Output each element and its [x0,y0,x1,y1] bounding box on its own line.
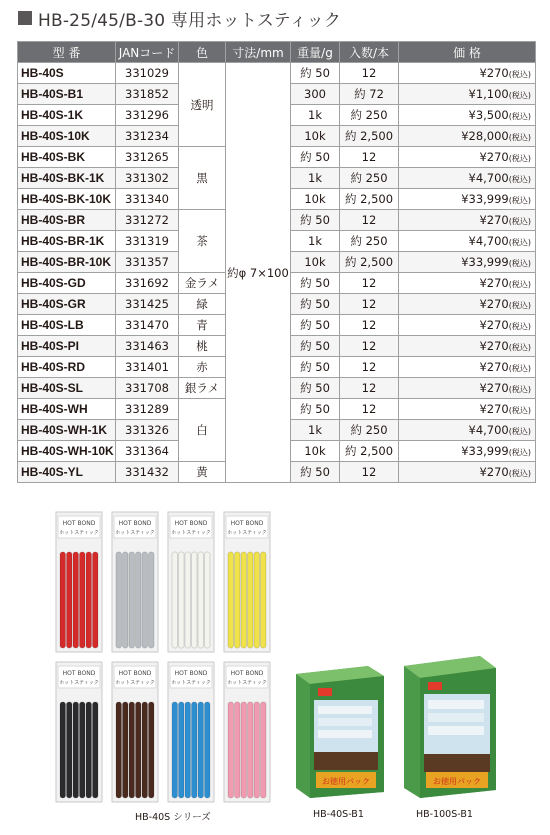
jan-cell: 331357 [116,252,179,273]
tax-label: (税込) [508,385,531,394]
product-photo-packs [50,508,280,808]
model-cell: HB-40S-BR-10K [18,252,116,273]
qty-cell: 12 [340,315,399,336]
glue-stick [60,552,66,648]
price-value: ¥33,999 [461,255,509,269]
price-cell [399,147,536,168]
header-price: 価 格 [399,42,536,63]
header-model: 型 番 [18,42,116,63]
jan-cell: 331852 [116,84,179,105]
price-cell [399,105,536,126]
glue-stick [116,702,122,798]
header-weight: 重量/g [291,42,340,63]
qty-cell: 12 [340,378,399,399]
glue-stick [228,552,234,648]
glue-stick [235,552,241,648]
jan-cell: 331708 [116,378,179,399]
price-cell [399,126,536,147]
tax-label: (税込) [508,154,531,163]
weight-cell: 1k [291,168,340,189]
price-cell [399,378,536,399]
price-value: ¥4,700 [468,234,509,248]
pack-name-text: ホットスティック [171,530,211,536]
weight-cell: 約 50 [291,378,340,399]
color-cell: 透明 [179,63,226,147]
glue-stick [136,552,142,648]
spec-table [17,41,536,483]
price-value: ¥270 [479,297,509,311]
model-cell: HB-40S-SL [18,378,116,399]
tax-label: (税込) [508,343,531,352]
price-cell [399,210,536,231]
qty-cell: 12 [340,357,399,378]
glue-stick [60,702,66,798]
glue-stick [205,702,211,798]
price-value: ¥28,000 [461,129,509,143]
jan-cell: 331364 [116,441,179,462]
tax-label: (税込) [508,280,531,289]
jan-cell: 331289 [116,399,179,420]
price-cell [399,315,536,336]
pack-name-text: ホットスティック [59,530,99,536]
price-cell [399,357,536,378]
glue-stick [235,702,241,798]
glue-stick [198,552,204,648]
jan-cell: 331302 [116,168,179,189]
glue-stick [123,552,129,648]
jan-cell: 331319 [116,231,179,252]
qty-cell: 12 [340,294,399,315]
header-size: 寸法/mm [226,42,291,63]
caption-hb100s-b1: HB-100S-B1 [416,809,473,820]
weight-cell: 10k [291,126,340,147]
price-value: ¥270 [479,150,509,164]
glue-stick-pack [224,512,270,652]
tax-label: (税込) [508,469,531,478]
glue-stick [241,552,247,648]
qty-cell: 約 250 [340,105,399,126]
qty-cell: 約 2,500 [340,126,399,147]
glue-stick [261,552,267,648]
glue-stick [149,552,155,648]
tax-label: (税込) [508,364,531,373]
glue-stick-pack [168,512,214,652]
glue-stick [241,702,247,798]
price-value: ¥33,999 [461,444,509,458]
price-cell [399,420,536,441]
glue-stick [129,702,135,798]
glue-stick [198,702,204,798]
price-cell [399,399,536,420]
header-qty: 入数/本 [340,42,399,63]
table-row [18,63,536,84]
tax-label: (税込) [508,91,531,100]
price-value: ¥270 [479,402,509,416]
weight-cell: 1k [291,231,340,252]
glue-stick [185,552,191,648]
price-cell [399,336,536,357]
glue-stick [179,702,185,798]
glue-stick [192,552,198,648]
tax-label: (税込) [508,259,531,268]
title-bullet [18,11,32,25]
pack-brand-text: HOT BOND [118,670,152,677]
glue-stick [142,702,148,798]
page-title: HB-25/45/B-30 専用ホットスティック [38,10,342,31]
weight-cell: 約 50 [291,147,340,168]
model-cell: HB-40S [18,63,116,84]
glue-stick [192,702,198,798]
glue-stick [67,702,73,798]
weight-cell: 300 [291,84,340,105]
box-100s-label: お徳用パック [433,777,481,786]
pack-name-text: ホットスティック [171,680,211,686]
glue-stick [80,702,86,798]
pack-name-text: ホットスティック [227,530,267,536]
qty-cell: 12 [340,147,399,168]
price-value: ¥270 [479,381,509,395]
weight-cell: 約 50 [291,462,340,483]
weight-cell: 1k [291,105,340,126]
price-cell [399,462,536,483]
size-cell: 約φ 7×100 [226,63,291,483]
model-cell: HB-40S-BK-1K [18,168,116,189]
model-cell: HB-40S-PI [18,336,116,357]
price-value: ¥270 [479,276,509,290]
glue-stick-pack [56,512,102,652]
qty-cell: 12 [340,462,399,483]
glue-stick [254,702,260,798]
title-row [18,6,341,30]
glue-stick [185,702,191,798]
glue-stick [172,702,178,798]
glue-stick-pack [168,662,214,802]
glue-stick [67,552,73,648]
qty-cell: 約 2,500 [340,252,399,273]
color-cell: 白 [179,399,226,462]
jan-cell: 331326 [116,420,179,441]
glue-stick [149,702,155,798]
qty-cell: 約 250 [340,420,399,441]
weight-cell: 約 50 [291,336,340,357]
qty-cell: 約 2,500 [340,189,399,210]
color-cell: 赤 [179,357,226,378]
tax-label: (税込) [508,175,531,184]
pack-brand-text: HOT BOND [230,670,264,677]
glue-stick [254,552,260,648]
price-cell [399,252,536,273]
glue-stick [73,552,79,648]
glue-stick [129,552,135,648]
jan-cell: 331340 [116,189,179,210]
qty-cell: 12 [340,399,399,420]
model-cell: HB-40S-BK-10K [18,189,116,210]
tax-label: (税込) [508,133,531,142]
weight-cell: 約 50 [291,399,340,420]
price-cell [399,441,536,462]
model-cell: HB-40S-BR [18,210,116,231]
price-cell [399,63,536,84]
glue-stick-pack [112,662,158,802]
caption-hb40s-b1: HB-40S-B1 [313,809,364,820]
jan-cell: 331425 [116,294,179,315]
weight-cell: 約 50 [291,210,340,231]
model-cell: HB-40S-10K [18,126,116,147]
model-cell: HB-40S-YL [18,462,116,483]
tax-label: (税込) [508,70,531,79]
tax-label: (税込) [508,427,531,436]
price-cell [399,168,536,189]
qty-cell: 約 250 [340,168,399,189]
tax-label: (税込) [508,238,531,247]
price-cell [399,294,536,315]
pack-name-text: ホットスティック [227,680,267,686]
pack-brand-text: HOT BOND [118,520,152,527]
jan-cell: 331432 [116,462,179,483]
weight-cell: 10k [291,189,340,210]
model-cell: HB-40S-BK [18,147,116,168]
price-value: ¥270 [479,66,509,80]
color-cell: 銀ラメ [179,378,226,399]
model-cell: HB-40S-WH-10K [18,441,116,462]
price-cell [399,273,536,294]
color-cell: 茶 [179,210,226,273]
tax-label: (税込) [508,406,531,415]
glue-stick [142,552,148,648]
color-cell: 黒 [179,147,226,210]
price-value: ¥4,700 [468,423,509,437]
tax-label: (税込) [508,217,531,226]
qty-cell: 12 [340,273,399,294]
glue-stick [86,552,92,648]
color-cell: 青 [179,315,226,336]
price-value: ¥270 [479,213,509,227]
glue-stick [93,702,99,798]
pack-brand-text: HOT BOND [174,520,208,527]
model-cell: HB-40S-GD [18,273,116,294]
qty-cell: 12 [340,336,399,357]
weight-cell: 10k [291,252,340,273]
model-cell: HB-40S-WH [18,399,116,420]
jan-cell: 331234 [116,126,179,147]
price-cell [399,189,536,210]
glue-stick-pack [56,662,102,802]
price-value: ¥3,500 [468,108,509,122]
tax-label: (税込) [508,301,531,310]
pack-brand-text: HOT BOND [62,670,96,677]
pack-name-text: ホットスティック [115,530,155,536]
header-color: 色 [179,42,226,63]
pack-brand-text: HOT BOND [230,520,264,527]
tax-label: (税込) [508,196,531,205]
price-value: ¥33,999 [461,192,509,206]
jan-cell: 331029 [116,63,179,84]
price-value: ¥4,700 [468,171,509,185]
table-body [18,63,536,483]
glue-stick [172,552,178,648]
box-b1-label: お徳用パック [322,777,370,786]
jan-cell: 331272 [116,210,179,231]
pack-name-text: ホットスティック [59,680,99,686]
weight-cell: 10k [291,441,340,462]
caption-hb40s-series: HB-40S シリーズ [135,812,211,823]
qty-cell: 12 [340,210,399,231]
glue-stick [136,702,142,798]
tax-label: (税込) [508,112,531,121]
header-jan: JANコード [116,42,179,63]
tax-label: (税込) [508,322,531,331]
color-cell: 桃 [179,336,226,357]
glue-stick [248,552,254,648]
glue-stick [93,552,99,648]
glue-stick-pack [224,662,270,802]
price-value: ¥270 [479,339,509,353]
qty-cell: 12 [340,63,399,84]
color-cell: 金ラメ [179,273,226,294]
glue-stick [116,552,122,648]
glue-stick [228,702,234,798]
tax-label: (税込) [508,448,531,457]
jan-cell: 331401 [116,357,179,378]
model-cell: HB-40S-BR-1K [18,231,116,252]
weight-cell: 約 50 [291,315,340,336]
qty-cell: 約 2,500 [340,441,399,462]
glue-stick [80,552,86,648]
pack-brand-text: HOT BOND [62,520,96,527]
color-cell: 緑 [179,294,226,315]
glue-stick [205,552,211,648]
weight-cell: 約 50 [291,273,340,294]
price-cell [399,231,536,252]
weight-cell: 約 50 [291,357,340,378]
glue-stick [73,702,79,798]
glue-stick [123,702,129,798]
price-value: ¥1,100 [468,87,509,101]
jan-cell: 331692 [116,273,179,294]
pack-name-text: ホットスティック [115,680,155,686]
pack-brand-text: HOT BOND [174,670,208,677]
model-cell: HB-40S-GR [18,294,116,315]
model-cell: HB-40S-RD [18,357,116,378]
jan-cell: 331296 [116,105,179,126]
price-cell [399,84,536,105]
jan-cell: 331470 [116,315,179,336]
product-photo-box-100s [396,650,506,800]
jan-cell: 331463 [116,336,179,357]
price-value: ¥270 [479,360,509,374]
weight-cell: 1k [291,420,340,441]
glue-stick [248,702,254,798]
model-cell: HB-40S-1K [18,105,116,126]
price-value: ¥270 [479,465,509,479]
jan-cell: 331265 [116,147,179,168]
product-photo-box-b1 [288,660,390,800]
glue-stick [179,552,185,648]
qty-cell: 約 250 [340,231,399,252]
weight-cell: 約 50 [291,63,340,84]
glue-stick [261,702,267,798]
color-cell: 黄 [179,462,226,483]
model-cell: HB-40S-B1 [18,84,116,105]
price-value: ¥270 [479,318,509,332]
weight-cell: 約 50 [291,294,340,315]
model-cell: HB-40S-LB [18,315,116,336]
model-cell: HB-40S-WH-1K [18,420,116,441]
qty-cell: 約 72 [340,84,399,105]
table-header-row [18,42,536,63]
glue-stick [86,702,92,798]
glue-stick-pack [112,512,158,652]
